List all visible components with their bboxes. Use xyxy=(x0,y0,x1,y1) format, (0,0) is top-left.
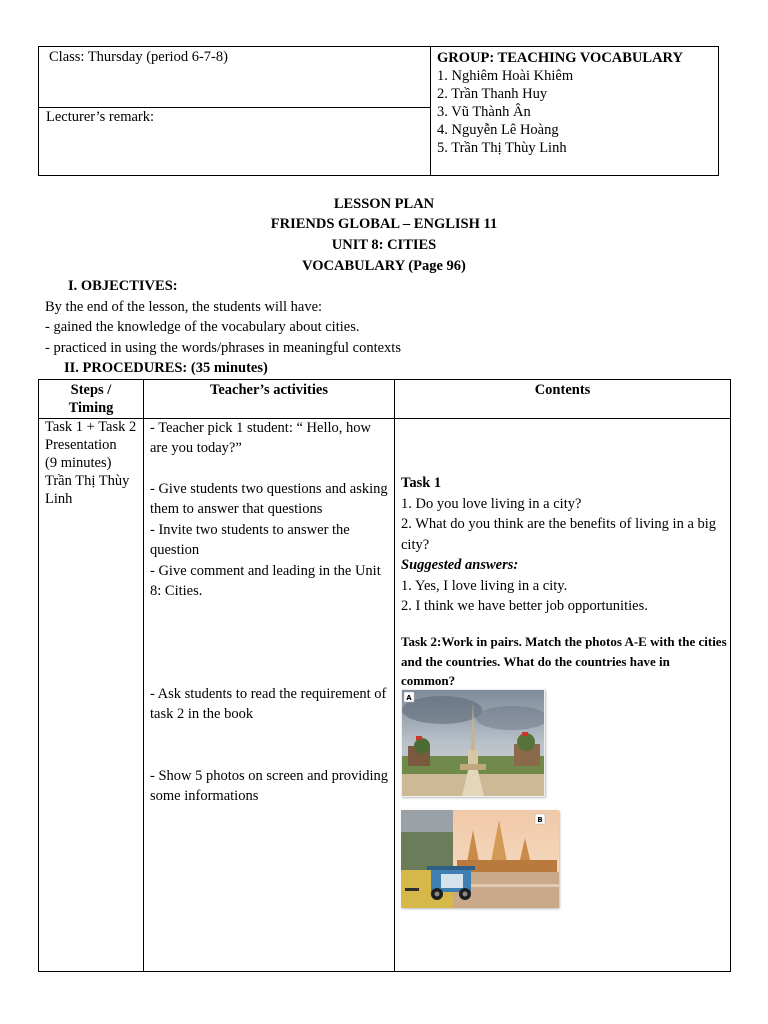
group-title: GROUP: TEACHING VOCABULARY xyxy=(437,50,683,66)
step-timing: (9 minutes) xyxy=(45,455,112,471)
activity-comment: - Give comment and leading in the Unit 8: Cities. xyxy=(150,563,381,599)
class-label: Class: Thursday (period 6-7-8) xyxy=(49,49,228,65)
group-list xyxy=(437,49,683,157)
header-contents: Contents xyxy=(534,382,591,398)
photo-a-image xyxy=(402,690,544,796)
activity-questions: - Give students two questions and asking them to answer that questions xyxy=(150,481,388,517)
activity-show-photos: - Show 5 photos on screen and providing some informations xyxy=(150,768,389,804)
task1-question: 2. What do you think are the benefits of living in a big city? xyxy=(401,516,717,553)
objective-item: - practiced in using the words/phrases in meaningful contexts xyxy=(45,340,401,356)
section-title: VOCABULARY (Page 96) xyxy=(302,258,466,274)
activity-invite: - Invite two students to answer the question xyxy=(150,522,350,558)
task2-title: Task 2:Work in pairs. Match the photos A-E with the cities and the countries. What do the countries have in common? xyxy=(401,634,727,688)
procedures-table xyxy=(38,379,731,972)
group-member: 5. Trần Thị Thùy Linh xyxy=(437,140,567,156)
contents-task1 xyxy=(401,473,727,617)
step-task: Task 1 + Task 2 xyxy=(45,419,137,435)
step-stage: Presentation xyxy=(45,437,117,453)
lesson-plan-title: LESSON PLAN xyxy=(333,196,435,212)
header-teacher-activities: Teacher’s activities xyxy=(210,382,328,398)
unit-title: UNIT 8: CITIES xyxy=(331,237,437,253)
lecturer-remark-label: Lecturer’s remark: xyxy=(46,109,155,125)
suggested-answer: 2. I think we have better job opportunities. xyxy=(401,598,648,614)
header-divider-vertical xyxy=(430,47,431,175)
group-member: 2. Trần Thanh Huy xyxy=(437,86,548,102)
objectives-intro: By the end of the lesson, the students will have: xyxy=(45,299,323,315)
suggested-answers-label: Suggested answers: xyxy=(401,557,519,573)
group-member: 3. Vũ Thành Ân xyxy=(437,104,531,120)
task1-question: 1. Do you love living in a city? xyxy=(401,495,582,512)
group-member: 1. Nghiêm Hoài Khiêm xyxy=(437,68,574,84)
table-divider xyxy=(394,380,395,971)
procedures-heading: II. PROCEDURES: (35 minutes) xyxy=(64,360,268,376)
photo-a-monument xyxy=(401,689,545,797)
table-divider xyxy=(143,380,144,971)
course-title: FRIENDS GLOBAL – ENGLISH 11 xyxy=(270,216,498,232)
objective-item: - gained the knowledge of the vocabulary about cities. xyxy=(45,319,360,335)
header-box xyxy=(38,46,719,176)
header-steps-timing: Steps / Timing xyxy=(68,382,114,416)
photo-b-image xyxy=(401,810,559,908)
photo-b-temple xyxy=(401,810,559,908)
group-member: 4. Nguyễn Lê Hoàng xyxy=(437,122,559,138)
activity-greeting: - Teacher pick 1 student: “ Hello, how are you today?” xyxy=(150,420,371,456)
photo-a-label: A xyxy=(406,694,412,702)
activity-read-requirement: - Ask students to read the requirement of task 2 in the book xyxy=(150,686,387,722)
objectives-heading: I. OBJECTIVES: xyxy=(68,278,178,294)
photo-b-label: B xyxy=(537,816,543,824)
suggested-answer: 1. Yes, I love living in a city. xyxy=(401,577,568,594)
step-presenter: Trần Thị Thùy Linh xyxy=(45,473,130,507)
task1-title: Task 1 xyxy=(401,475,442,491)
steps-cell xyxy=(45,418,141,508)
header-divider-horizontal xyxy=(39,107,430,108)
